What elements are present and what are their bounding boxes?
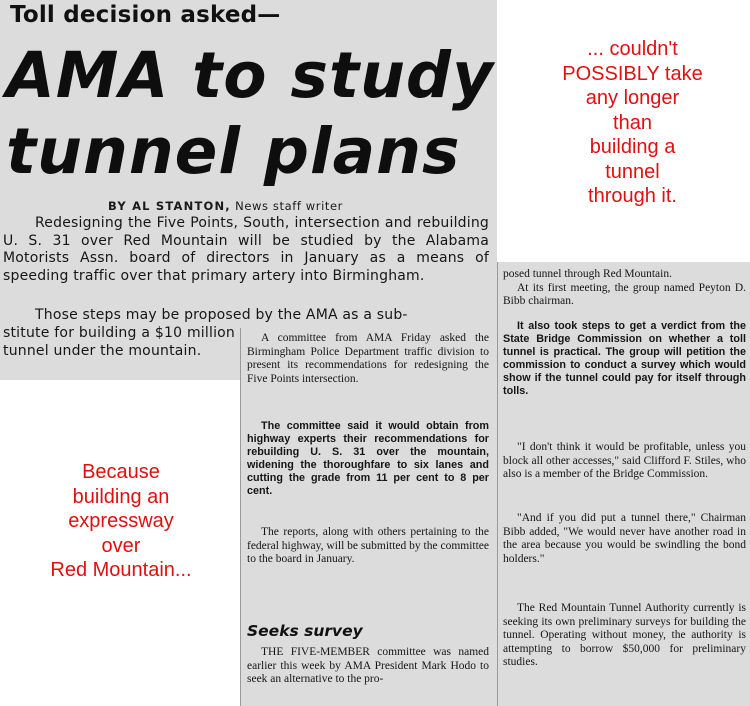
kicker: Toll decision asked— bbox=[10, 2, 281, 28]
byline bbox=[108, 199, 343, 213]
annotation-line: Because bbox=[82, 461, 160, 483]
body-paragraph-bold: It also took steps to get a verdict from the State Bridge Commission on whether a toll tunnel is practical. The group will petition the commission to conduct a survey which would show if the tunnel could pay for itself through tolls. bbox=[503, 320, 746, 397]
lead-paragraph-2-start: Those steps may be proposed by the AMA as a sub- bbox=[35, 307, 408, 323]
annotation-line: tunnel bbox=[605, 160, 660, 183]
body-sentence: At its first meeting, the group named Peyton D. Bibb chairman. bbox=[503, 281, 746, 307]
byline-author: BY AL STANTON, bbox=[108, 199, 231, 213]
body-paragraph: A committee from AMA Friday asked the Birmingham Police Department traffic division to present its recommendations for redesigning the Five Points intersection. bbox=[247, 332, 489, 385]
headline-line-1: AMA to study bbox=[6, 39, 495, 112]
annotation-line: any longer bbox=[585, 87, 680, 109]
body-paragraph: "And if you did put a tunnel there," Chairman Bibb added, "We would never have another road in the area because you would be swindling the bond holders." bbox=[503, 512, 746, 565]
annotation-line: Red Mountain... bbox=[50, 559, 192, 581]
body-paragraph: The Red Mountain Tunnel Authority currently is seeking its own preliminary surveys for building the tunnel. Operating without money, the authority is attempting to borrow $50,000 for preliminary studies. bbox=[503, 602, 746, 668]
byline-role: News staff writer bbox=[235, 199, 344, 213]
body-paragraph-bold: The committee said it would obtain from highway experts their recommendations for rebuilding U. S. 31 over the mountain, widening the thoroughfare to six lanes and cutting the grade from 11 per cent to 8 per cent. bbox=[247, 420, 489, 497]
lead-paragraph-2-end: stitute for building a $10 million tunnel under the mountain. bbox=[3, 325, 235, 359]
annotation-line: through it. bbox=[588, 185, 677, 207]
headline-line-2: tunnel plans bbox=[6, 115, 461, 188]
annotation-line: ... couldn't bbox=[587, 38, 678, 60]
lead-paragraph: Redesigning the Five Points, South, intersection and rebuilding U. S. 31 over Red Mountain will be studied by the Alabama Motorists Assn. board of directors in January as a means of speeding traffic over that primary artery into Birmingham. bbox=[3, 215, 489, 284]
annotation-bottom-left bbox=[10, 460, 232, 583]
annotation-line: than bbox=[613, 111, 652, 134]
body-paragraph bbox=[503, 268, 746, 309]
subhead: Seeks survey bbox=[247, 622, 363, 640]
body-paragraph: The reports, along with others pertaining to the federal highway, will be submitted by the committee to the board in January. bbox=[247, 526, 489, 565]
annotation-line: expressway bbox=[68, 510, 174, 532]
annotation-top-right bbox=[515, 37, 750, 209]
annotation-line: POSSIBLY take bbox=[562, 62, 703, 85]
body-paragraph: "I don't think it would be profitable, unless you block all other accesses," said Clifford F. Stiles, who also is a member of the Bridge Commission. bbox=[503, 441, 746, 480]
annotation-line: building a bbox=[589, 136, 676, 158]
clipping-middle-column bbox=[240, 328, 498, 706]
continued-text: posed tunnel through Red Mountain. bbox=[503, 268, 672, 280]
annotation-line: over bbox=[101, 534, 141, 557]
annotation-line: building an bbox=[72, 485, 170, 508]
clipping-right-column bbox=[497, 262, 750, 706]
body-paragraph: THE FIVE-MEMBER committee was named earlier this week by AMA President Mark Hodo to seek an alternative to the pro- bbox=[247, 646, 489, 685]
clipping-headline-block bbox=[0, 0, 497, 380]
